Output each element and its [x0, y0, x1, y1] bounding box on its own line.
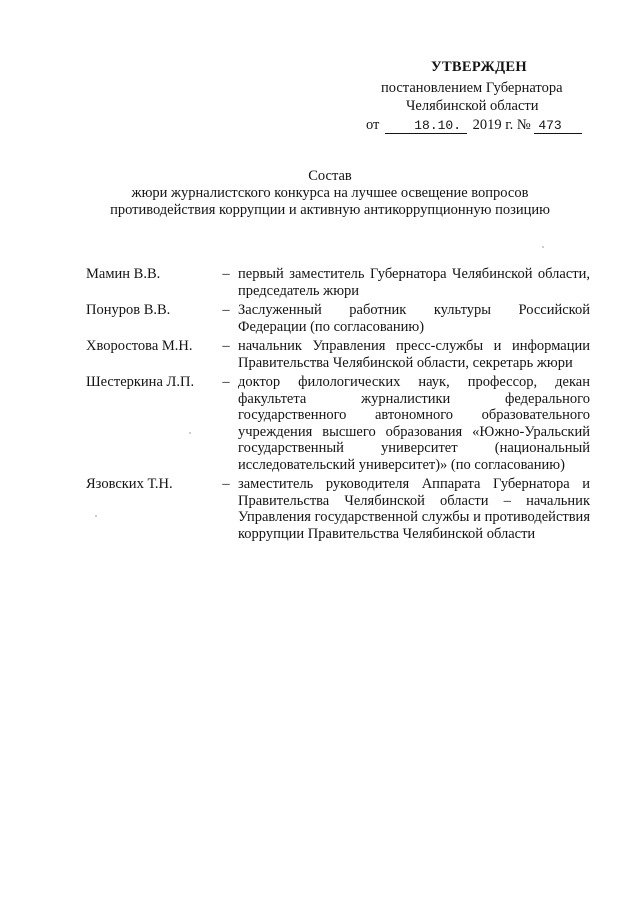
- jury-member: [86, 266, 590, 299]
- member-description: начальник Управления пресс-службы и информации Правительства Челябинской области, секретарь жюри: [238, 338, 590, 371]
- approval-title: УТВЕРЖДЕН: [431, 59, 527, 75]
- member-name: Шестеркина Л.П.: [86, 374, 195, 390]
- member-name: Понуров В.В.: [86, 302, 171, 318]
- member-dash: –: [222, 476, 230, 492]
- member-dash: –: [222, 338, 230, 354]
- jury-member: [86, 476, 590, 542]
- member-description: доктор филологических наук, профессор, декан факультета журналистики федерального государственного автономного образовательного учреждения высшего образования «Южно-Уральский государственный университет (национальный исследовательский университет)» (по согласованию): [238, 374, 590, 473]
- jury-member: [86, 374, 590, 473]
- document-heading: [60, 168, 600, 219]
- member-dash: –: [222, 266, 230, 282]
- jury-member: [86, 302, 590, 335]
- scan-speck: [542, 246, 544, 248]
- decree-number: 473: [534, 118, 582, 134]
- heading-title: Состав: [308, 168, 352, 184]
- scan-speck: [189, 432, 191, 434]
- approval-region-line: Челябинской области: [406, 98, 539, 114]
- member-dash: –: [222, 302, 230, 318]
- member-description: первый заместитель Губернатора Челябинской области, председатель жюри: [238, 266, 590, 299]
- heading-line-2: жюри журналистского конкурса на лучшее освещение вопросов: [131, 185, 529, 201]
- date-field: 18.10.: [385, 118, 467, 134]
- jury-member: [86, 338, 590, 371]
- approval-decree-line: постановлением Губернатора: [381, 80, 563, 96]
- member-name: Мамин В.В.: [86, 266, 161, 282]
- member-dash: –: [222, 374, 230, 390]
- jury-member-list: [86, 266, 590, 545]
- member-name: Хворостова М.Н.: [86, 338, 193, 354]
- date-prefix: от: [366, 117, 380, 133]
- scan-speck: [95, 515, 97, 517]
- member-name: Язовских Т.Н.: [86, 476, 173, 492]
- approval-date-line: [366, 116, 582, 134]
- member-description: Заслуженный работник культуры Российской Федерации (по согласованию): [238, 302, 590, 335]
- member-description: заместитель руководителя Аппарата Губернатора и Правительства Челябинской области – начальник Управления государственной службы и противодействия коррупции Правительства Челябинской области: [238, 476, 590, 542]
- year-label: 2019 г. №: [472, 117, 531, 133]
- heading-line-3: противодействия коррупции и активную антикоррупционную позицию: [110, 202, 550, 218]
